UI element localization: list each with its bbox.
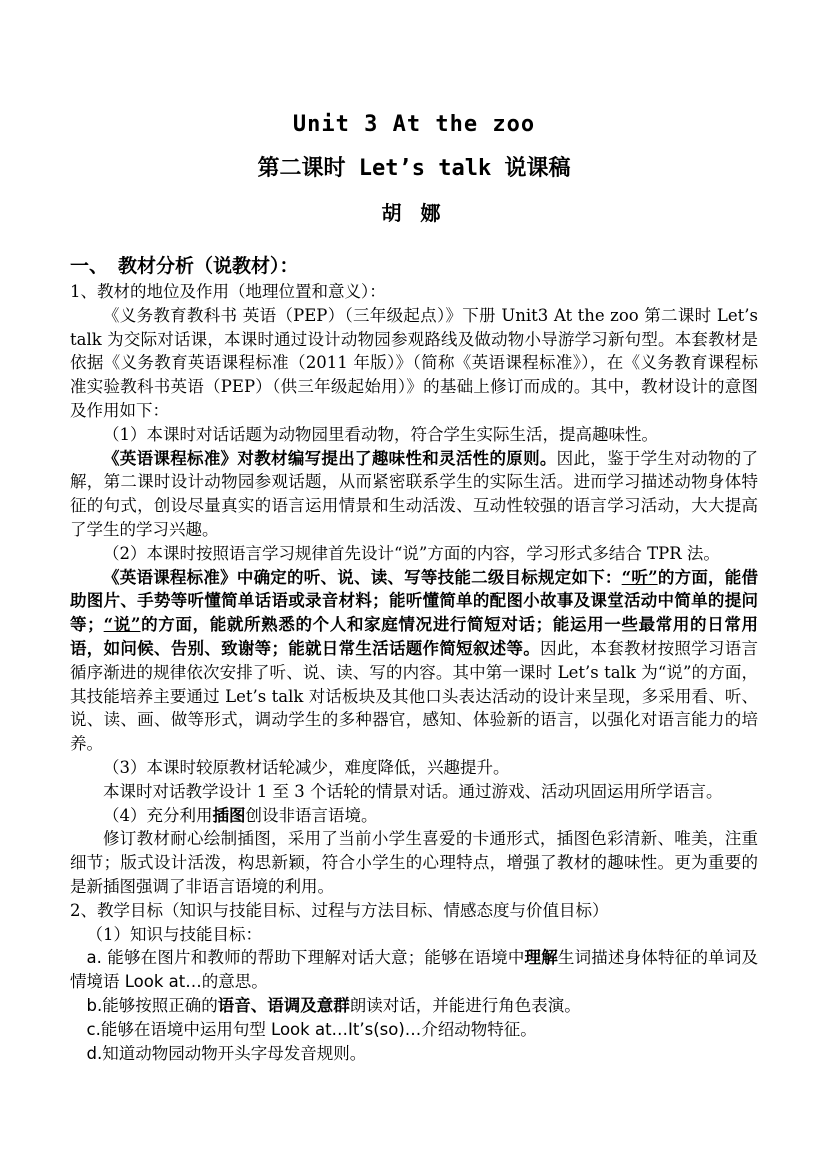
paragraph-8: 本课时对话教学设计 1 至 3 个话轮的情景对话。通过游戏、活动巩固运用所学语言。 xyxy=(103,781,723,801)
paragraph-4 xyxy=(70,447,758,542)
paragraph-13-post: 生词描述身体特征的单词及情境语 Look at…的意思。 xyxy=(70,948,759,992)
paragraph-6-bold-b: 的方面，能借助图片、手势等听懂简单话语或录音材料；能听懂简单的配图小故事及课堂活动中简单的提问等； xyxy=(70,567,759,635)
document-content xyxy=(70,0,758,1065)
section-heading xyxy=(70,252,758,280)
paragraph-5: （2）本课时按照语言学习规律首先设计“说”方面的内容，学习形式多结合 TPR 法。 xyxy=(103,543,720,563)
paragraph-7: （3）本课时较原教材话轮减少，难度降低，兴趣提升。 xyxy=(103,757,510,777)
paragraph-4-bold: 《英语课程标准》对教材编写提出了趣味性和灵活性的原则。 xyxy=(103,448,557,468)
paragraph-13-pre: a. 能够在图片和教师的帮助下理解对话大意；能够在语境中 xyxy=(86,948,525,968)
paragraph-6-bold-c: 的方面，能就所熟悉的个人和家庭情况进行简短对话；能运用一些最常用的日常用语，如问候、告别、致谢等；能就日常生活话题作简短叙述等。 xyxy=(70,615,759,658)
paragraph-9-bold: 插图 xyxy=(212,805,246,825)
paragraph-13 xyxy=(70,946,758,994)
paragraph-11: 2、教学目标（知识与技能目标、过程与方法目标、情感态度与价值目标） xyxy=(70,900,609,920)
paragraph-6-underline-shuo: “说” xyxy=(103,615,141,635)
paragraph-14-pre: b.能够按照正确的 xyxy=(86,995,218,1015)
section-title: 教材分析（说教材）： xyxy=(118,255,299,277)
paragraph-13-bold: 理解 xyxy=(524,948,558,968)
paragraph-14 xyxy=(70,994,758,1018)
paragraph-6-underline-ting: “听” xyxy=(621,567,658,587)
paragraph-4-rest: 因此，鉴于学生对动物的了解，第二课时设计动物园参观话题，从而紧密联系学生的实际生活。进而学习描述动物身体特征的句式，创设尽量真实的语言运用情景和生动活泼、互动性较强的语言学习活动，大大提高了学生的学习兴趣。 xyxy=(70,448,759,539)
paragraph-9 xyxy=(70,804,758,828)
paragraph-1: 1、教材的地位及作用（地理位置和意义）： xyxy=(70,282,386,301)
paragraph-6 xyxy=(70,566,758,756)
paragraph-12: （1）知识与技能目标： xyxy=(86,924,262,944)
paragraph-6-bold-a: 《英语课程标准》中确定的听、说、读、写等技能二级目标规定如下： xyxy=(103,567,622,587)
document-subtitle: 第二课时 Let’s talk 说课稿 xyxy=(257,156,571,181)
paragraph-6-rest: 因此，本套教材按照学习语言循序渐进的规律依次安排了听、说、读、写的内容。其中第一课时 Let’s talk 为“说”的方面，其技能培养主要通过 Let’s talk 对话板块及其他口头表达活动的设计来呈现，多采用看、听、说、读、画、做等形式，调动学生的多种器官，感知、体验新的语言，以强化对语言能力的培养。 xyxy=(70,638,759,754)
paragraph-16: d.知道动物园动物开头字母发音规则。 xyxy=(86,1043,367,1063)
document-author: 胡 娜 xyxy=(381,201,447,225)
paragraph-14-bold: 语音、语调及意群 xyxy=(217,995,350,1015)
paragraph-14-post: 朗读对话，并能进行角色表演。 xyxy=(349,995,581,1015)
section-number: 一、 xyxy=(70,255,109,277)
paragraph-15: c.能够在语境中运用句型 Look at…It’s(so)…介绍动物特征。 xyxy=(86,1019,537,1039)
document-title: Unit 3 At the zoo xyxy=(292,112,536,137)
paragraph-10: 修订教材耐心绘制插图，采用了当前小学生喜爱的卡通形式，插图色彩清新、唯美，注重细节；版式设计活泼，构思新颖，符合小学生的心理特点，增强了教材的趣味性。更为重要的是新插图强调了非语言语境的利用。 xyxy=(70,829,758,896)
paragraph-9-post: 创设非语言语境。 xyxy=(245,805,378,825)
paragraph-9-pre: （4）充分利用 xyxy=(103,805,213,825)
paragraph-3: （1）本课时对话话题为动物园里看动物，符合学生实际生活，提高趣味性。 xyxy=(103,424,658,444)
paragraph-2: 《义务教育教科书 英语（PEP）（三年级起点）》下册 Unit3 At the zoo 第二课时 Let’s talk 为交际对话课，本课时通过设计动物园参观路线及做动物小导游学习新句型。本套教材是依据《义务教育英语课程标准（2011 年版）》（简称《英语课程标准》），在《义务教育课程标准实验教科书英语（PEP）（供三年级起始用）》的基础上修订而成的。其中，教材设计的意图及作用如下： xyxy=(70,305,758,420)
